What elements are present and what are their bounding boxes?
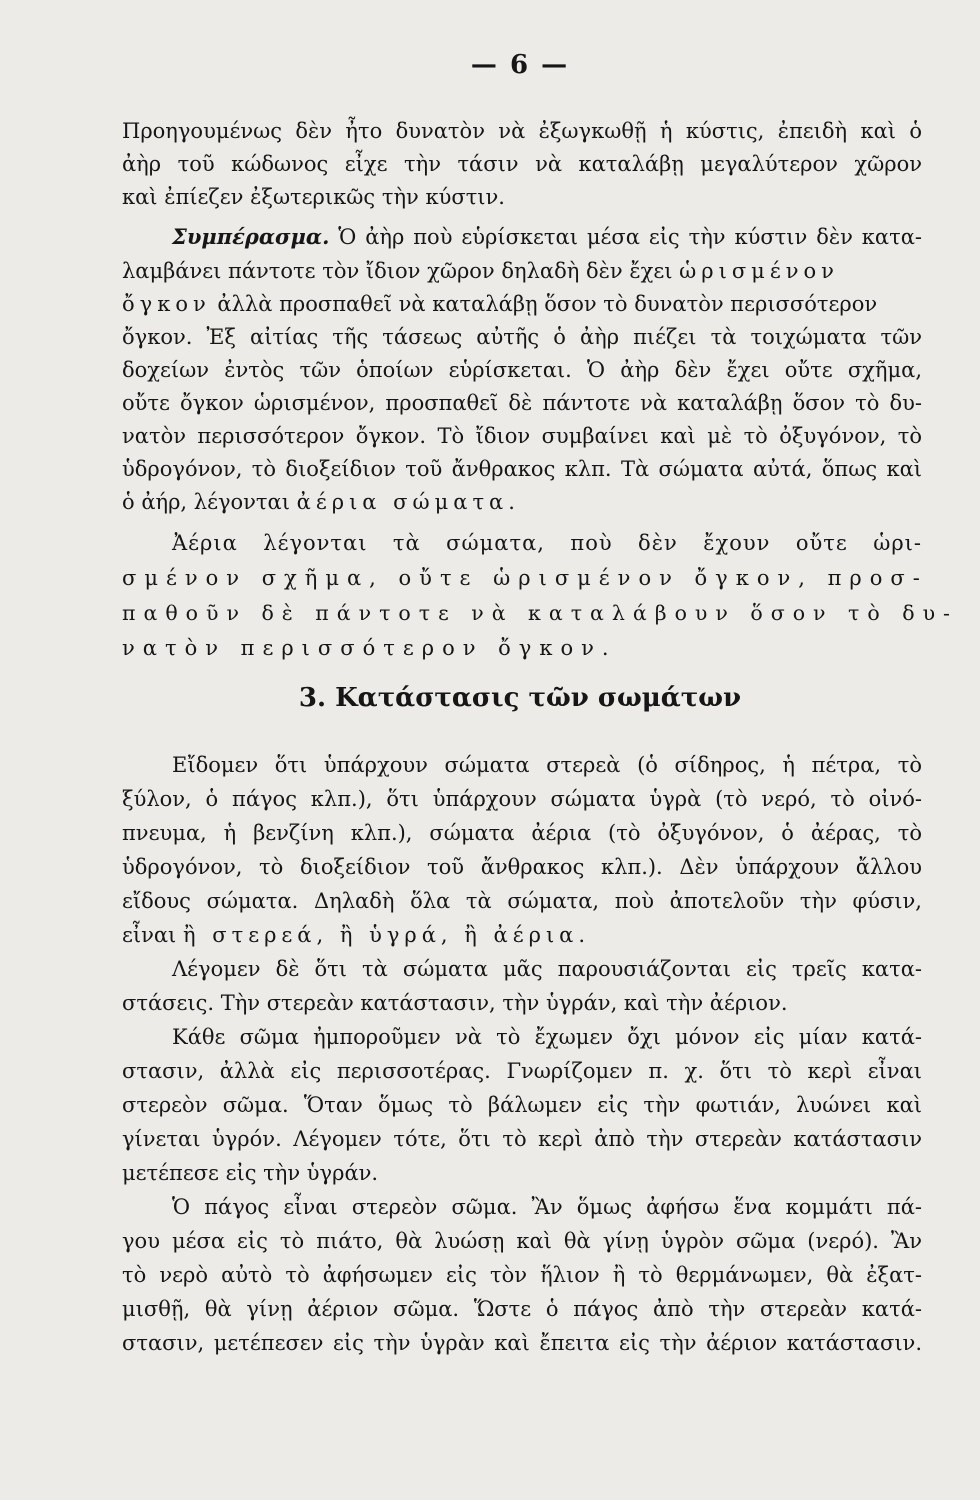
conclusion-text: Ὁ ἀὴρ ποὺ εὑρίσκεται μέσα εἰς τὴν κύστιν δὲν κατα- <box>338 225 922 249</box>
spaced-emphasis: ὄγκον <box>122 292 211 316</box>
text-line: στασιν, μετέπεσεν εἰς τὴν ὑγρὰν καὶ ἔπειτα εἰς τὴν ἀέριον κατάστασιν. <box>122 1331 922 1355</box>
conclusion-label: Συμπέρασμα. <box>172 224 330 249</box>
text-line <box>122 489 520 515</box>
text-line: τὸ νερὸ αὐτὸ τὸ ἀφήσωμεν εἰς τὸν ἥλιον ἢ τὸ θερμάνωμεν, θὰ ἐξατ- <box>122 1263 922 1287</box>
text-line: ὑδρογόνον, τὸ διοξείδιον τοῦ ἄνθρακος κλπ.). Δὲν ὑπάρχουν ἄλλου <box>122 855 922 879</box>
text-line: στερεὸν σῶμα. Ὅταν ὅμως τὸ βάλωμεν εἰς τὴν φωτιάν, λυώνει καὶ <box>122 1093 922 1117</box>
text-segment: λαμβάνει πάντοτε τὸν ἴδιον χῶρον δηλαδὴ δὲν ἔχει <box>122 259 673 283</box>
text-line: Κάθε σῶμα ἠμποροῦμεν νὰ τὸ ἔχωμεν ὄχι μόνον εἰς μίαν κατά- <box>172 1025 922 1049</box>
text-line: Λέγομεν δὲ ὅτι τὰ σώματα μᾶς παρουσιάζονται εἰς τρεῖς κατα- <box>172 957 922 981</box>
text-segment: ὁ ἀήρ, λέγονται <box>122 490 290 514</box>
text-segment: ἀλλὰ προσπαθεῖ νὰ καταλάβῃ ὅσον τὸ δυνατὸν περισσότερον <box>217 292 878 316</box>
text-line: στάσεις. Τὴν στερεὰν κατάστασιν, τὴν ὑγράν, καὶ τὴν ἀέριον. <box>122 991 788 1015</box>
text-line: μετέπεσε εἰς τὴν ὑγράν. <box>122 1161 379 1185</box>
text-line: ὑδρογόνον, τὸ διοξείδιον τοῦ ἄνθρακος κλπ. Τὰ σώματα αὐτά, ὅπως καὶ <box>122 457 922 481</box>
text-line <box>122 291 877 317</box>
text-line: Εἴδομεν ὅτι ὑπάρχουν σώματα στερεὰ (ὁ σίδηρος, ἡ πέτρα, τὸ <box>172 753 922 777</box>
text-line: στασιν, ἀλλὰ εἰς περισσοτέρας. Γνωρίζομεν π. χ. ὅτι τὸ κερὶ εἶναι <box>122 1059 922 1083</box>
text-line: οὔτε ὄγκον ὡρισμένον, προσπαθεῖ δὲ πάντοτε νὰ καταλάβῃ ὅσον τὸ δυ- <box>122 391 922 415</box>
page-number: — 6 — <box>470 50 570 80</box>
text-line: πνευμα, ἡ βενζίνη κλπ.), σώματα ἀέρια (τὸ ὀξυγόνον, ὁ ἀέρας, τὸ <box>122 821 922 845</box>
text-segment: εἶναι <box>122 923 177 947</box>
spaced-emphasis: ἢ στερεά, ἢ ὑγρά, ἢ ἀέρια. <box>182 923 591 947</box>
conclusion-first-line <box>172 224 922 250</box>
text-line: Προηγουμένως δὲν ἦτο δυνατὸν νὰ ἐξωγκωθῇ ἡ κύστις, ἐπειδὴ καὶ ὁ <box>122 119 922 143</box>
text-line: μισθῇ, θὰ γίνῃ ἀέριον σῶμα. Ὥστε ὁ πάγος ἀπὸ τὴν στερεὰν κατά- <box>122 1297 922 1321</box>
text-line: νατὸν περισσότερον ὄγκον. Τὸ ἴδιον συμβαίνει καὶ μὲ τὸ ὀξυγόνον, τὸ <box>122 424 922 448</box>
text-line <box>122 922 590 948</box>
definition-line: Ἀέρια λέγονται τὰ σώματα, ποὺ δὲν ἔχουν οὔτε ὡρι- <box>172 531 922 555</box>
text-line: ξύλον, ὁ πάγος κλπ.), ὅτι ὑπάρχουν σώματα ὑγρὰ (τὸ νερό, τὸ οἰνό- <box>122 787 922 811</box>
text-line: εἴδους σώματα. Δηλαδὴ ὅλα τὰ σώματα, ποὺ ἀποτελοῦν τὴν φύσιν, <box>122 889 922 913</box>
definition-line: σμένον σχῆμα, οὔτε ὡρισμένον ὄγκον, προσ- <box>122 566 928 590</box>
text-line: δοχείων ἐντὸς τῶν ὁποίων εὑρίσκεται. Ὁ ἀὴρ δὲν ἔχει οὔτε σχῆμα, <box>122 358 922 382</box>
definition-line: παθοῦν δὲ πάντοτε νὰ καταλάβουν ὅσον τὸ δυ- <box>122 601 958 625</box>
section-heading: 3. Κατάστασις τῶν σωμάτων <box>298 683 742 713</box>
text-line: ἀὴρ τοῦ κώδωνος εἶχε τὴν τάσιν νὰ καταλάβῃ μεγαλύτερον χῶρον <box>122 152 922 176</box>
text-line <box>122 258 839 284</box>
text-line: γου μέσα εἰς τὸ πιάτο, θὰ λυώσῃ καὶ θὰ γίνῃ ὑγρὸν σῶμα (νερό). Ἂν <box>122 1229 922 1253</box>
spaced-emphasis: ὡρισμένον <box>679 259 839 283</box>
text-line: γίνεται ὑγρόν. Λέγομεν τότε, ὅτι τὸ κερὶ ἀπὸ τὴν στερεὰν κατάστασιν <box>122 1127 922 1151</box>
text-line: ὄγκον. Ἐξ αἰτίας τῆς τάσεως αὐτῆς ὁ ἀὴρ πιέζει τὰ τοιχώματα τῶν <box>122 325 922 349</box>
text-line: καὶ ἐπίεζεν ἐξωτερικῶς τὴν κύστιν. <box>122 185 505 209</box>
text-line: Ὁ πάγος εἶναι στερεὸν σῶμα. Ἂν ὅμως ἀφήσω ἕνα κομμάτι πά- <box>172 1195 922 1219</box>
definition-line: νατὸν περισσότερον ὄγκον. <box>122 636 617 660</box>
spaced-emphasis: ἀέρια σώματα. <box>296 490 520 514</box>
